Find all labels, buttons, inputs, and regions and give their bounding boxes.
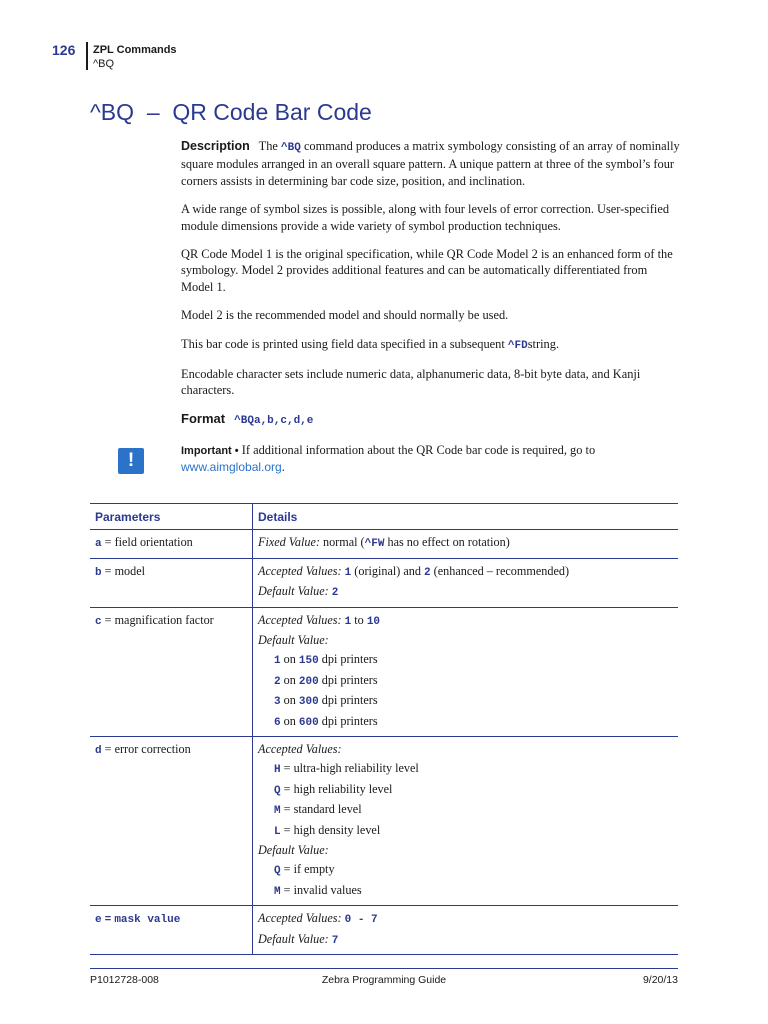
dpi-row xyxy=(258,691,673,712)
param-code: c xyxy=(95,615,102,628)
detail-text: high reliability level xyxy=(293,781,393,796)
param-b xyxy=(90,558,253,607)
default-value-label: Default Value: xyxy=(258,584,329,599)
chapter-subsection: ^BQ xyxy=(93,58,115,70)
detail-text: on xyxy=(283,693,296,708)
param-equals: = xyxy=(283,760,291,775)
param-d xyxy=(90,737,253,906)
detail-text: normal ( xyxy=(322,535,365,549)
footer-guide-title: Zebra Programming Guide xyxy=(321,974,447,986)
value-code: 150 xyxy=(298,654,319,667)
level-row xyxy=(258,821,673,842)
title-dash: – xyxy=(146,99,160,125)
value-code: 3 xyxy=(274,696,281,709)
description-section xyxy=(181,138,681,429)
important-text: If additional information about the QR Code bar code is required, go to xyxy=(241,443,596,457)
detail-text: dpi printers xyxy=(321,672,378,687)
default-value-label: Default Value: xyxy=(258,633,329,648)
description-text: command produces a matrix symbology consisting of an array of nominally square modules arranged in an overall square pattern. A unique pattern at three of the symbol’s four corners assists in determining bar code size, position, and inclination. xyxy=(181,139,680,188)
footer-divider xyxy=(90,968,678,969)
chapter-title: ZPL Commands xyxy=(93,44,177,56)
param-name: mask value xyxy=(114,914,181,927)
value-code: M xyxy=(274,805,281,818)
table-row xyxy=(90,530,678,559)
table-row xyxy=(90,737,678,906)
param-equals: = xyxy=(104,914,112,927)
level-row xyxy=(258,881,673,902)
description-label: Description xyxy=(181,139,250,153)
value-code: 1 xyxy=(274,654,281,667)
value-code: Q xyxy=(274,864,281,877)
param-b-details xyxy=(253,558,679,607)
detail-text: (original) and xyxy=(354,563,421,578)
description-text: This bar code is printed using field data specified in a subsequent xyxy=(181,336,505,351)
param-equals: = xyxy=(283,882,291,897)
title-name: QR Code Bar Code xyxy=(172,99,372,125)
detail-text: ultra-high reliability level xyxy=(293,760,419,775)
format-syntax: ^BQa,b,c,d,e xyxy=(234,414,314,427)
page-number: 126 xyxy=(52,42,76,58)
command-code: ^BQ xyxy=(281,142,301,154)
accepted-values-label: Accepted Values: xyxy=(258,911,342,926)
detail-text: dpi printers xyxy=(321,693,378,708)
detail-text: invalid values xyxy=(293,882,362,897)
description-paragraph-4: Model 2 is the recommended model and should normally be used. xyxy=(181,308,509,323)
default-value-label: Default Value: xyxy=(258,843,329,858)
param-a xyxy=(90,530,253,559)
description-paragraph-5 xyxy=(181,336,681,354)
detail-text: dpi printers xyxy=(321,651,378,666)
footer-doc-id: P1012728-008 xyxy=(90,974,159,986)
value-code: 1 xyxy=(344,615,352,628)
details-header: Details xyxy=(253,504,679,530)
value-code: 2 xyxy=(424,566,431,579)
param-name: error correction xyxy=(114,742,191,757)
param-equals: = xyxy=(104,563,112,578)
important-label: Important • xyxy=(181,445,239,457)
detail-text: on xyxy=(283,713,296,728)
value-code: M xyxy=(274,885,281,898)
value-code: 600 xyxy=(298,716,319,729)
description-paragraph-1 xyxy=(181,138,681,189)
param-equals: = xyxy=(283,802,291,817)
table-row xyxy=(90,558,678,607)
dpi-row xyxy=(258,671,673,692)
description-text: The xyxy=(258,139,278,153)
param-c xyxy=(90,607,253,737)
important-period: . xyxy=(281,460,285,475)
value-code: 1 xyxy=(344,566,352,579)
value-code: 0 - 7 xyxy=(344,914,378,927)
detail-text: (enhanced – recommended) xyxy=(433,563,570,578)
format-label: Format xyxy=(181,410,226,426)
description-text: string. xyxy=(527,336,560,351)
detail-text: standard level xyxy=(293,802,362,817)
accepted-values-label: Accepted Values: xyxy=(258,612,342,627)
value-code: 10 xyxy=(366,615,381,628)
detail-text: to xyxy=(354,612,364,627)
footer-date: 9/20/13 xyxy=(642,974,678,986)
format-line xyxy=(181,411,681,429)
important-note xyxy=(181,442,681,476)
value-code: H xyxy=(274,763,281,776)
value-code: 6 xyxy=(274,716,281,729)
dpi-row xyxy=(258,650,673,671)
value-code: 2 xyxy=(274,675,281,688)
param-c-details xyxy=(253,607,679,737)
value-code: 300 xyxy=(298,696,319,709)
value-code: 7 xyxy=(331,934,339,947)
detail-text: high density level xyxy=(293,822,381,837)
param-equals: = xyxy=(104,612,112,627)
dpi-row xyxy=(258,712,673,733)
table-row xyxy=(90,607,678,737)
value-code: 200 xyxy=(298,675,319,688)
param-name: field orientation xyxy=(114,535,193,549)
param-equals: = xyxy=(104,535,112,549)
param-equals: = xyxy=(283,822,291,837)
description-paragraph-6: Encodable character sets include numeric data, alphanumeric data, 8-bit byte data, and Kanji characters. xyxy=(181,367,641,398)
level-row xyxy=(258,759,673,780)
param-name: model xyxy=(114,563,146,578)
param-code: d xyxy=(95,745,102,758)
value-code: L xyxy=(274,825,281,838)
accepted-values-label: Accepted Values: xyxy=(258,563,342,578)
detail-text: on xyxy=(283,651,296,666)
param-name: magnification factor xyxy=(114,612,214,627)
command-code: ^FW xyxy=(364,538,385,550)
fixed-value-label: Fixed Value: xyxy=(258,535,320,549)
param-equals: = xyxy=(283,781,291,796)
description-paragraph-3: QR Code Model 1 is the original specification, while QR Code Model 2 is an enhanced form of the symbology. Model 2 provides additional features and can be automatically differentiated from Model 1. xyxy=(181,247,673,294)
param-equals: = xyxy=(283,861,291,876)
param-e xyxy=(90,906,253,955)
param-equals: = xyxy=(104,742,112,757)
default-value-label: Default Value: xyxy=(258,931,329,946)
level-row xyxy=(258,860,673,881)
table-row xyxy=(90,906,678,955)
param-d-details xyxy=(253,737,679,906)
table-header-row xyxy=(90,504,678,530)
param-code: b xyxy=(95,566,102,579)
page-title xyxy=(90,99,372,126)
value-code: 2 xyxy=(331,587,339,600)
detail-text: has no effect on rotation) xyxy=(387,535,510,549)
description-paragraph-2: A wide range of symbol sizes is possible, along with four levels of error correction. User-specified module dimensions provide a wide variety of symbol production techniques. xyxy=(181,202,670,233)
detail-text: if empty xyxy=(293,861,335,876)
parameters-table xyxy=(90,503,678,955)
aimglobal-link[interactable]: www.aimglobal.org xyxy=(181,460,282,475)
detail-text: dpi printers xyxy=(321,713,378,728)
exclamation-icon: ! xyxy=(118,448,144,474)
accepted-values-label: Accepted Values: xyxy=(258,742,342,757)
param-code: a xyxy=(95,538,102,550)
level-row xyxy=(258,780,673,801)
detail-text: on xyxy=(283,672,296,687)
command-code: ^FD xyxy=(507,339,528,352)
value-code: Q xyxy=(274,784,281,797)
level-row xyxy=(258,800,673,821)
param-code: e xyxy=(95,914,102,927)
parameters-header: Parameters xyxy=(90,504,253,530)
title-command: ^BQ xyxy=(90,99,135,125)
header-divider xyxy=(86,42,88,70)
param-e-details xyxy=(253,906,679,955)
param-a-details xyxy=(253,530,679,559)
